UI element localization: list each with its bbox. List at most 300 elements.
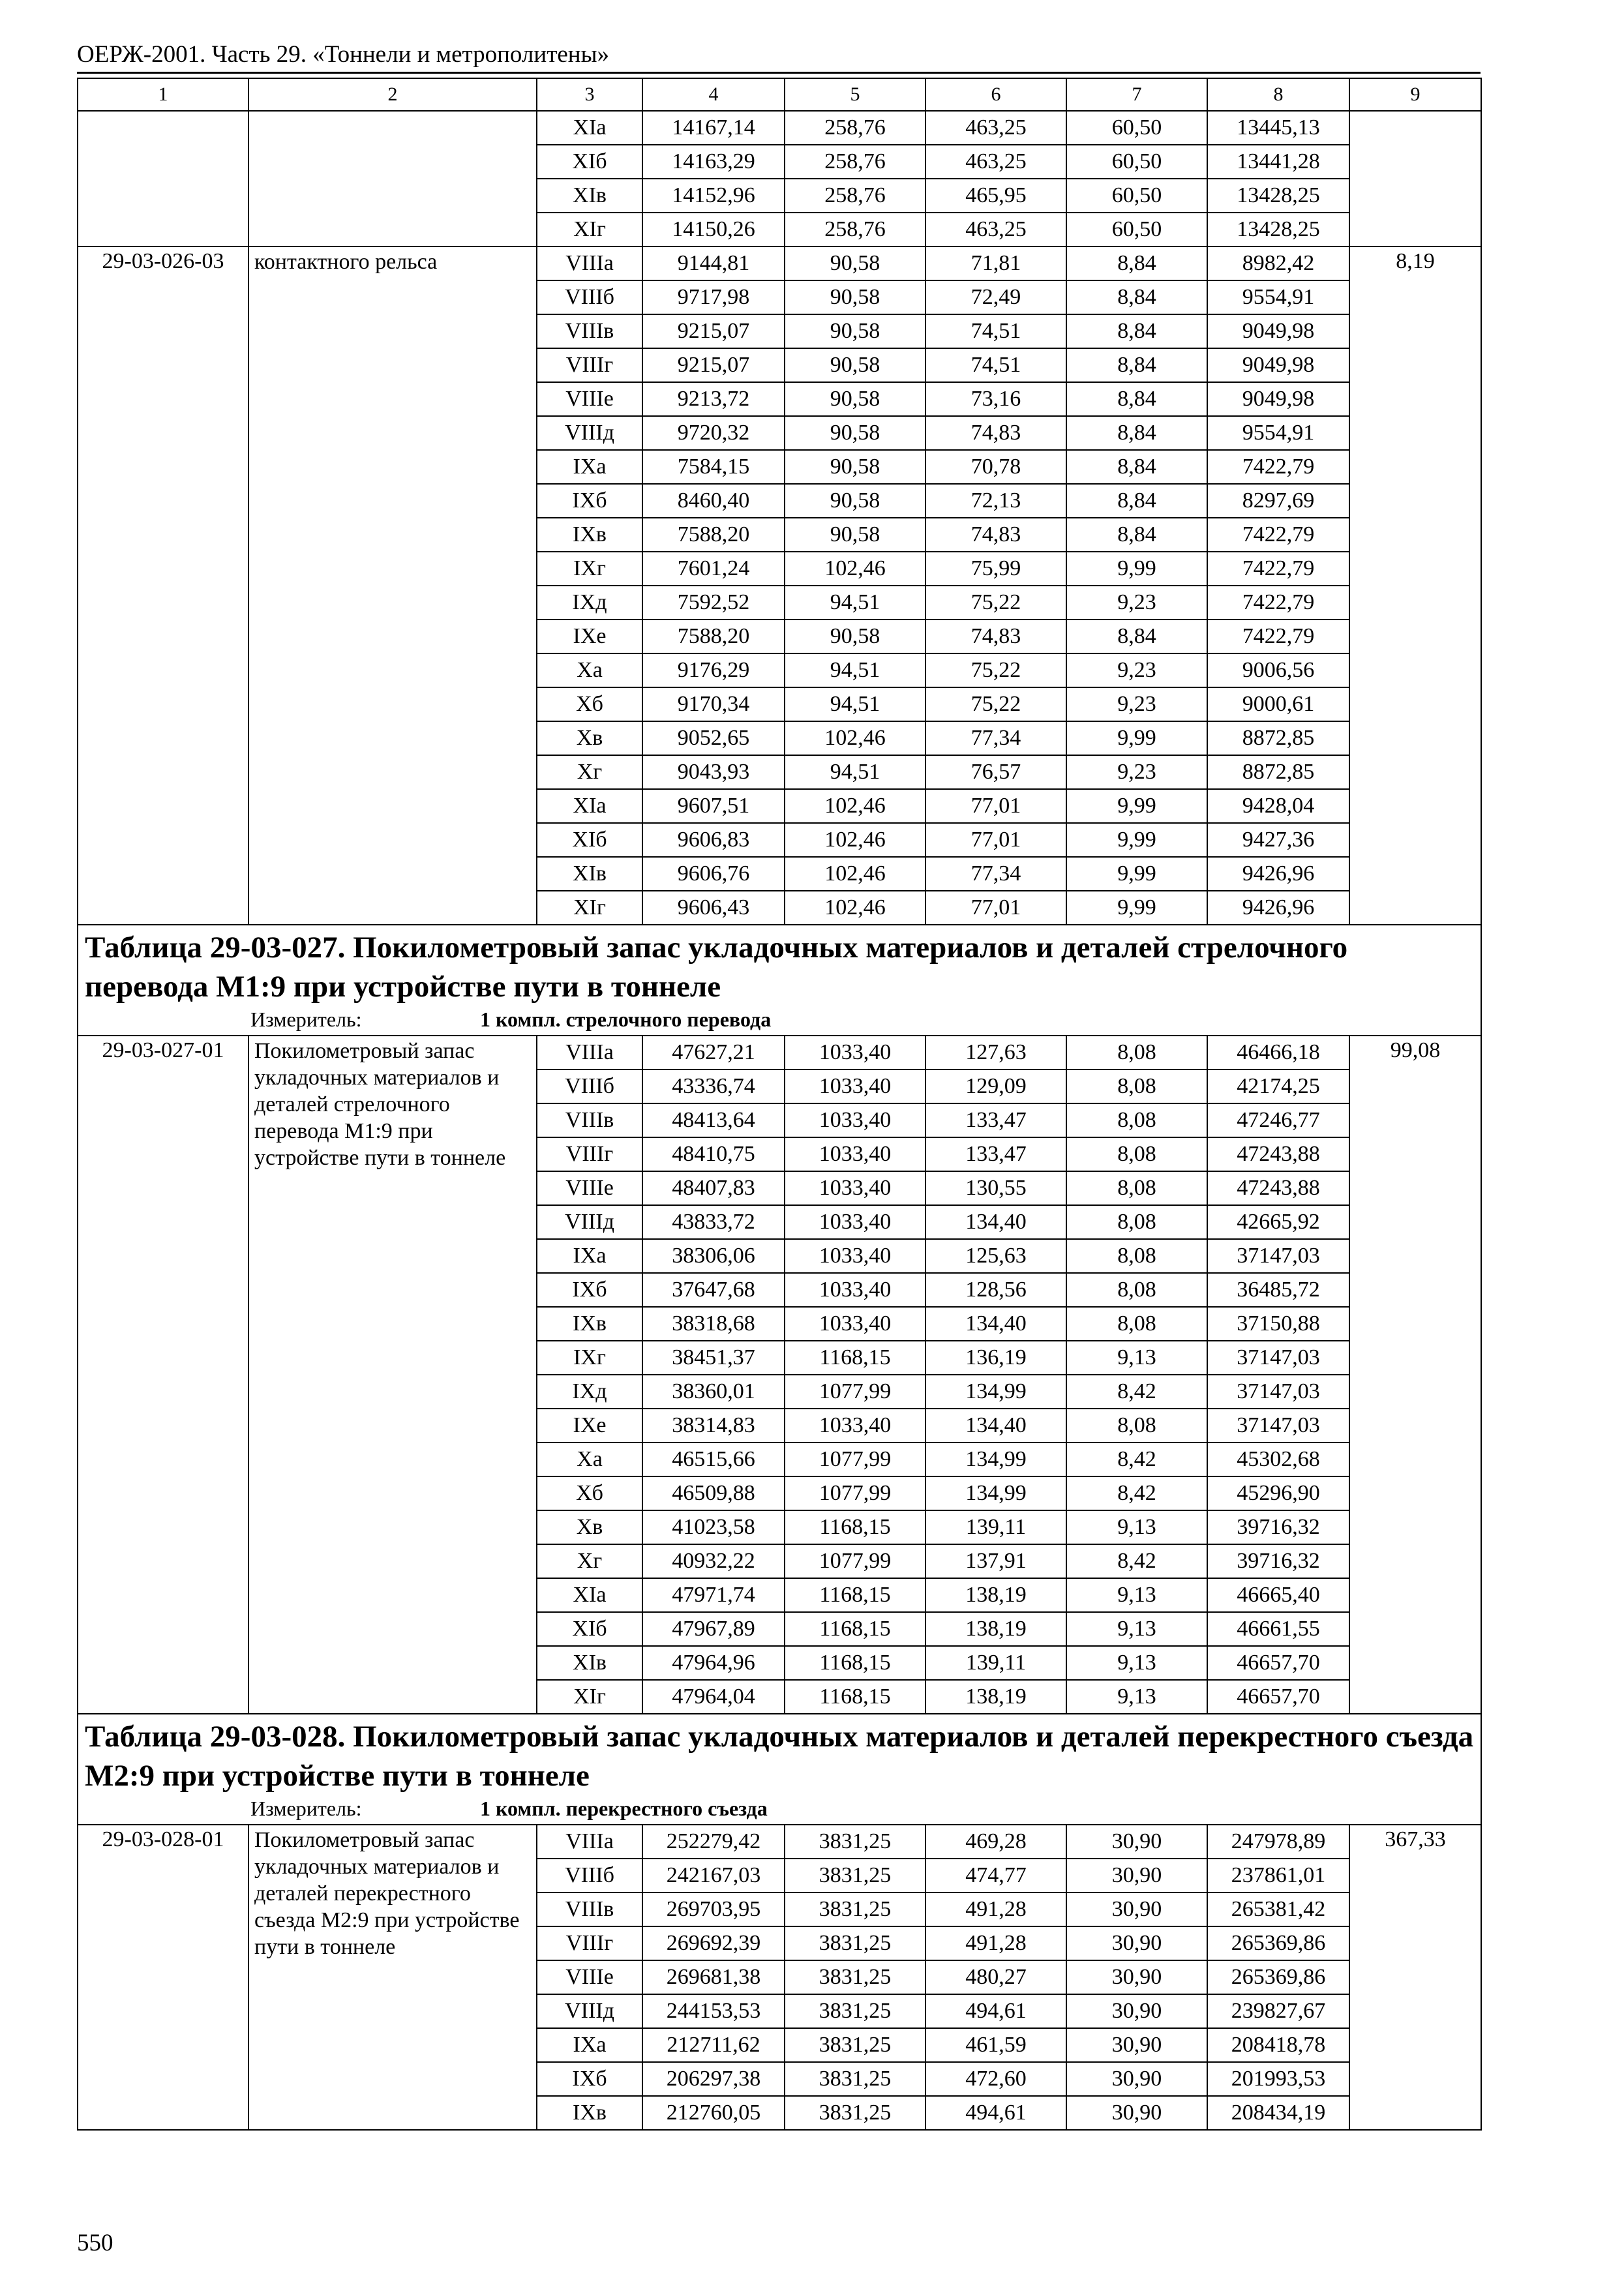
value-cell: 72,13 (925, 484, 1066, 518)
value-cell: 8872,85 (1207, 721, 1349, 755)
zone-cell: IXб (537, 484, 642, 518)
value-cell: 7592,52 (642, 586, 785, 620)
value-cell: 9,13 (1066, 1578, 1207, 1612)
zone-cell: Xб (537, 1476, 642, 1510)
value-cell: 47246,77 (1207, 1103, 1349, 1137)
value-cell: 3831,25 (785, 1994, 925, 2028)
table-row (78, 247, 1481, 280)
zone-cell: VIIIг (537, 1926, 642, 1960)
zone-cell: IXа (537, 1239, 642, 1273)
value-cell: 38360,01 (642, 1375, 785, 1409)
column-number-cell: 7 (1066, 78, 1207, 111)
value-cell: 3831,25 (785, 2096, 925, 2130)
value-cell: 9213,72 (642, 382, 785, 416)
value-cell: 8,84 (1066, 450, 1207, 484)
zone-cell: IXв (537, 1307, 642, 1341)
value-cell: 134,99 (925, 1375, 1066, 1409)
meter-value: 1 компл. перекрестного съезда (480, 1797, 768, 1820)
zone-cell: IXб (537, 2062, 642, 2096)
value-cell: 30,90 (1066, 1825, 1207, 1859)
value-cell: 258,76 (785, 145, 925, 179)
value-cell: 90,58 (785, 382, 925, 416)
value-cell: 30,90 (1066, 1859, 1207, 1893)
value-cell: 30,90 (1066, 2062, 1207, 2096)
value-cell: 30,90 (1066, 1926, 1207, 1960)
value-cell: 208418,78 (1207, 2028, 1349, 2062)
zone-cell: VIIIе (537, 1960, 642, 1994)
value-cell: 128,56 (925, 1273, 1066, 1307)
value-cell: 74,51 (925, 348, 1066, 382)
value-cell: 90,58 (785, 518, 925, 552)
value-cell: 73,16 (925, 382, 1066, 416)
value-cell: 13445,13 (1207, 111, 1349, 145)
value-cell: 9043,93 (642, 755, 785, 789)
zone-cell: Xг (537, 755, 642, 789)
value-cell: 38318,68 (642, 1307, 785, 1341)
value-cell: 42665,92 (1207, 1205, 1349, 1239)
value-cell: 9215,07 (642, 348, 785, 382)
value-cell: 76,57 (925, 755, 1066, 789)
value-cell: 9,99 (1066, 789, 1207, 823)
zone-cell: Xв (537, 1510, 642, 1544)
value-cell: 77,01 (925, 823, 1066, 857)
value-cell: 1077,99 (785, 1544, 925, 1578)
value-cell: 37147,03 (1207, 1239, 1349, 1273)
rate-code: 29-03-027-01 (78, 1036, 248, 1714)
value-cell: 491,28 (925, 1893, 1066, 1926)
value-cell: 14152,96 (642, 179, 785, 213)
value-cell: 43833,72 (642, 1205, 785, 1239)
value-cell: 494,61 (925, 1994, 1066, 2028)
value-cell: 138,19 (925, 1578, 1066, 1612)
value-cell: 265369,86 (1207, 1960, 1349, 1994)
value-cell: 38451,37 (642, 1341, 785, 1375)
value-cell: 9,23 (1066, 653, 1207, 687)
zone-cell: VIIIд (537, 1994, 642, 2028)
value-cell: 8,42 (1066, 1544, 1207, 1578)
table-section-header (78, 925, 1481, 1036)
rate-name: Покилометровый запас укладочных материалов и деталей перекрестного съезда М2:9 при устройстве пути в тоннеле (248, 1825, 537, 2130)
value-cell: 9428,04 (1207, 789, 1349, 823)
zone-cell: VIIIе (537, 1171, 642, 1205)
value-cell: 9,23 (1066, 687, 1207, 721)
value-cell: 7588,20 (642, 620, 785, 653)
value-cell: 8,84 (1066, 314, 1207, 348)
value-cell: 7422,79 (1207, 552, 1349, 586)
value-cell: 3831,25 (785, 1825, 925, 1859)
value-cell: 14150,26 (642, 213, 785, 247)
value-cell: 30,90 (1066, 1893, 1207, 1926)
value-cell: 75,22 (925, 586, 1066, 620)
value-cell: 46515,66 (642, 1443, 785, 1476)
value-cell: 47627,21 (642, 1036, 785, 1070)
value-cell: 90,58 (785, 314, 925, 348)
value-cell: 90,58 (785, 247, 925, 280)
value-cell: 60,50 (1066, 213, 1207, 247)
value-cell: 8982,42 (1207, 247, 1349, 280)
value-cell: 9052,65 (642, 721, 785, 755)
value-cell: 13428,25 (1207, 179, 1349, 213)
zone-cell: VIIIб (537, 1070, 642, 1103)
value-cell: 39716,32 (1207, 1544, 1349, 1578)
value-cell: 7422,79 (1207, 620, 1349, 653)
rates-table (77, 78, 1482, 2131)
value-cell: 134,40 (925, 1205, 1066, 1239)
value-cell: 7601,24 (642, 552, 785, 586)
value-cell: 8,08 (1066, 1239, 1207, 1273)
value-cell: 8,08 (1066, 1137, 1207, 1171)
column-number-row (78, 78, 1481, 111)
value-cell: 9049,98 (1207, 348, 1349, 382)
section-title: Таблица 29-03-028. Покилометровый запас укладочных материалов и деталей перекрестного съезда М2:9 при устройстве пути в тоннеле (85, 1720, 1474, 1793)
value-cell: 46665,40 (1207, 1578, 1349, 1612)
rate-code: 29-03-026-03 (78, 247, 248, 925)
value-cell: 212711,62 (642, 2028, 785, 2062)
value-cell: 129,09 (925, 1070, 1066, 1103)
rate-name (248, 111, 537, 247)
value-cell: 9,99 (1066, 857, 1207, 891)
value-cell: 47243,88 (1207, 1171, 1349, 1205)
column-number-cell: 8 (1207, 78, 1349, 111)
rate-name: Покилометровый запас укладочных материалов и деталей стрелочного перевода М1:9 при устройстве пути в тоннеле (248, 1036, 537, 1714)
value-cell: 36485,72 (1207, 1273, 1349, 1307)
value-cell: 9049,98 (1207, 314, 1349, 348)
value-cell: 9,23 (1066, 755, 1207, 789)
value-cell: 8,84 (1066, 518, 1207, 552)
value-cell: 77,01 (925, 891, 1066, 925)
column-number-cell: 2 (248, 78, 537, 111)
zone-cell: VIIIа (537, 247, 642, 280)
value-cell: 45296,90 (1207, 1476, 1349, 1510)
value-cell: 46661,55 (1207, 1612, 1349, 1646)
value-cell: 102,46 (785, 891, 925, 925)
value-cell: 201993,53 (1207, 2062, 1349, 2096)
value-cell: 8,08 (1066, 1307, 1207, 1341)
value-cell: 252279,42 (642, 1825, 785, 1859)
value-cell: 90,58 (785, 450, 925, 484)
total-value: 99,08 (1349, 1036, 1481, 1714)
value-cell: 38306,06 (642, 1239, 785, 1273)
value-cell: 8,84 (1066, 416, 1207, 450)
value-cell: 206297,38 (642, 2062, 785, 2096)
value-cell: 244153,53 (642, 1994, 785, 2028)
table-row (78, 1825, 1481, 1859)
zone-cell: VIIIг (537, 1137, 642, 1171)
value-cell: 70,78 (925, 450, 1066, 484)
value-cell: 8,84 (1066, 620, 1207, 653)
value-cell: 8,84 (1066, 382, 1207, 416)
column-number-cell: 1 (78, 78, 248, 111)
value-cell: 9554,91 (1207, 280, 1349, 314)
value-cell: 37147,03 (1207, 1341, 1349, 1375)
value-cell: 94,51 (785, 687, 925, 721)
zone-cell: IXе (537, 1409, 642, 1443)
value-cell: 102,46 (785, 721, 925, 755)
page-number: 550 (77, 2230, 113, 2256)
column-number-cell: 3 (537, 78, 642, 111)
value-cell: 90,58 (785, 348, 925, 382)
section-header-cell (78, 1714, 1481, 1825)
value-cell: 258,76 (785, 213, 925, 247)
zone-cell: VIIIб (537, 280, 642, 314)
value-cell: 472,60 (925, 2062, 1066, 2096)
value-cell: 134,40 (925, 1409, 1066, 1443)
value-cell: 102,46 (785, 823, 925, 857)
value-cell: 30,90 (1066, 1960, 1207, 1994)
value-cell: 1033,40 (785, 1273, 925, 1307)
value-cell: 242167,03 (642, 1859, 785, 1893)
value-cell: 41023,58 (642, 1510, 785, 1544)
value-cell: 60,50 (1066, 145, 1207, 179)
page-header-title: ОЕРЖ-2001. Часть 29. «Тоннели и метрополитены» (77, 41, 609, 68)
value-cell: 134,40 (925, 1307, 1066, 1341)
value-cell: 90,58 (785, 620, 925, 653)
section-header-cell (78, 925, 1481, 1036)
value-cell: 30,90 (1066, 2096, 1207, 2130)
value-cell: 37150,88 (1207, 1307, 1349, 1341)
value-cell: 1033,40 (785, 1137, 925, 1171)
value-cell: 208434,19 (1207, 2096, 1349, 2130)
value-cell: 1077,99 (785, 1476, 925, 1510)
zone-cell: XIа (537, 789, 642, 823)
zone-cell: VIIIв (537, 1893, 642, 1926)
value-cell: 9,13 (1066, 1680, 1207, 1714)
value-cell: 1168,15 (785, 1646, 925, 1680)
zone-cell: XIв (537, 857, 642, 891)
zone-cell: XIв (537, 1646, 642, 1680)
value-cell: 90,58 (785, 484, 925, 518)
rate-code: 29-03-028-01 (78, 1825, 248, 2130)
value-cell: 48407,83 (642, 1171, 785, 1205)
value-cell: 43336,74 (642, 1070, 785, 1103)
table-row (78, 111, 1481, 145)
value-cell: 75,99 (925, 552, 1066, 586)
value-cell: 102,46 (785, 789, 925, 823)
value-cell: 1033,40 (785, 1307, 925, 1341)
value-cell: 138,19 (925, 1680, 1066, 1714)
value-cell: 72,49 (925, 280, 1066, 314)
value-cell: 3831,25 (785, 1960, 925, 1994)
table-row (78, 1036, 1481, 1070)
value-cell: 47964,04 (642, 1680, 785, 1714)
value-cell: 212760,05 (642, 2096, 785, 2130)
value-cell: 269681,38 (642, 1960, 785, 1994)
value-cell: 9170,34 (642, 687, 785, 721)
value-cell: 94,51 (785, 653, 925, 687)
value-cell: 7422,79 (1207, 450, 1349, 484)
value-cell: 8,08 (1066, 1409, 1207, 1443)
value-cell: 47971,74 (642, 1578, 785, 1612)
value-cell: 30,90 (1066, 2028, 1207, 2062)
value-cell: 9717,98 (642, 280, 785, 314)
value-cell: 469,28 (925, 1825, 1066, 1859)
value-cell: 47243,88 (1207, 1137, 1349, 1171)
column-number-cell: 9 (1349, 78, 1481, 111)
zone-cell: IXд (537, 586, 642, 620)
value-cell: 9426,96 (1207, 857, 1349, 891)
value-cell: 74,83 (925, 620, 1066, 653)
value-cell: 8,84 (1066, 247, 1207, 280)
zone-cell: VIIIд (537, 1205, 642, 1239)
value-cell: 1168,15 (785, 1680, 925, 1714)
value-cell: 48410,75 (642, 1137, 785, 1171)
value-cell: 237861,01 (1207, 1859, 1349, 1893)
zone-cell: IXа (537, 2028, 642, 2062)
value-cell: 30,90 (1066, 1994, 1207, 2028)
value-cell: 1033,40 (785, 1409, 925, 1443)
value-cell: 9006,56 (1207, 653, 1349, 687)
value-cell: 13441,28 (1207, 145, 1349, 179)
value-cell: 139,11 (925, 1510, 1066, 1544)
value-cell: 7588,20 (642, 518, 785, 552)
value-cell: 9554,91 (1207, 416, 1349, 450)
value-cell: 9,13 (1066, 1510, 1207, 1544)
value-cell: 134,99 (925, 1443, 1066, 1476)
value-cell: 46509,88 (642, 1476, 785, 1510)
zone-cell: Xб (537, 687, 642, 721)
value-cell: 40932,22 (642, 1544, 785, 1578)
value-cell: 90,58 (785, 280, 925, 314)
value-cell: 3831,25 (785, 1893, 925, 1926)
zone-cell: IXд (537, 1375, 642, 1409)
value-cell: 1033,40 (785, 1171, 925, 1205)
value-cell: 137,91 (925, 1544, 1066, 1578)
value-cell: 8,42 (1066, 1375, 1207, 1409)
value-cell: 1077,99 (785, 1375, 925, 1409)
value-cell: 94,51 (785, 586, 925, 620)
rate-code (78, 111, 248, 247)
zone-cell: XIб (537, 823, 642, 857)
value-cell: 75,22 (925, 687, 1066, 721)
value-cell: 14167,14 (642, 111, 785, 145)
value-cell: 77,34 (925, 721, 1066, 755)
value-cell: 71,81 (925, 247, 1066, 280)
value-cell: 258,76 (785, 111, 925, 145)
zone-cell: VIIIб (537, 1859, 642, 1893)
value-cell: 9606,76 (642, 857, 785, 891)
header-rule (77, 72, 1481, 74)
value-cell: 8,08 (1066, 1036, 1207, 1070)
value-cell: 258,76 (785, 179, 925, 213)
value-cell: 46466,18 (1207, 1036, 1349, 1070)
zone-cell: IXв (537, 2096, 642, 2130)
value-cell: 7422,79 (1207, 518, 1349, 552)
zone-cell: XIа (537, 111, 642, 145)
value-cell: 1168,15 (785, 1612, 925, 1646)
zone-cell: IXг (537, 552, 642, 586)
zone-cell: Xа (537, 1443, 642, 1476)
value-cell: 37647,68 (642, 1273, 785, 1307)
value-cell: 8,42 (1066, 1476, 1207, 1510)
value-cell: 9,99 (1066, 552, 1207, 586)
value-cell: 8872,85 (1207, 755, 1349, 789)
zone-cell: VIIIг (537, 348, 642, 382)
value-cell: 9426,96 (1207, 891, 1349, 925)
meter-line (85, 1006, 1474, 1032)
zone-cell: IXа (537, 450, 642, 484)
value-cell: 9,13 (1066, 1646, 1207, 1680)
column-number-cell: 6 (925, 78, 1066, 111)
value-cell: 463,25 (925, 145, 1066, 179)
value-cell: 1168,15 (785, 1578, 925, 1612)
value-cell: 47964,96 (642, 1646, 785, 1680)
value-cell: 9,23 (1066, 586, 1207, 620)
value-cell: 8,84 (1066, 484, 1207, 518)
value-cell: 9720,32 (642, 416, 785, 450)
value-cell: 1033,40 (785, 1103, 925, 1137)
value-cell: 77,01 (925, 789, 1066, 823)
value-cell: 8,08 (1066, 1205, 1207, 1239)
value-cell: 3831,25 (785, 2062, 925, 2096)
value-cell: 1033,40 (785, 1205, 925, 1239)
value-cell: 9,99 (1066, 823, 1207, 857)
value-cell: 1033,40 (785, 1070, 925, 1103)
value-cell: 37147,03 (1207, 1375, 1349, 1409)
total-value: 8,19 (1349, 247, 1481, 925)
value-cell: 74,83 (925, 416, 1066, 450)
zone-cell: XIг (537, 891, 642, 925)
value-cell: 7584,15 (642, 450, 785, 484)
value-cell: 480,27 (925, 1960, 1066, 1994)
value-cell: 38314,83 (642, 1409, 785, 1443)
value-cell: 269692,39 (642, 1926, 785, 1960)
meter-label: Измеритель: (250, 1797, 362, 1820)
value-cell: 8,08 (1066, 1103, 1207, 1137)
value-cell: 239827,67 (1207, 1994, 1349, 2028)
value-cell: 463,25 (925, 111, 1066, 145)
value-cell: 74,51 (925, 314, 1066, 348)
section-title: Таблица 29-03-027. Покилометровый запас укладочных материалов и деталей стрелочного перевода М1:9 при устройстве пути в тоннеле (85, 931, 1348, 1004)
value-cell: 8,08 (1066, 1171, 1207, 1205)
zone-cell: XIг (537, 1680, 642, 1714)
value-cell: 465,95 (925, 179, 1066, 213)
zone-cell: XIб (537, 145, 642, 179)
value-cell: 3831,25 (785, 1926, 925, 1960)
value-cell: 9606,43 (642, 891, 785, 925)
value-cell: 1033,40 (785, 1036, 925, 1070)
value-cell: 9,99 (1066, 891, 1207, 925)
value-cell: 133,47 (925, 1103, 1066, 1137)
zone-cell: VIIIв (537, 1103, 642, 1137)
zone-cell: Xв (537, 721, 642, 755)
zone-cell: VIIIа (537, 1036, 642, 1070)
value-cell: 463,25 (925, 213, 1066, 247)
column-number-cell: 5 (785, 78, 925, 111)
zone-cell: Xа (537, 653, 642, 687)
value-cell: 134,99 (925, 1476, 1066, 1510)
value-cell: 1077,99 (785, 1443, 925, 1476)
value-cell: 48413,64 (642, 1103, 785, 1137)
value-cell: 60,50 (1066, 179, 1207, 213)
value-cell: 494,61 (925, 2096, 1066, 2130)
value-cell: 9606,83 (642, 823, 785, 857)
zone-cell: XIв (537, 179, 642, 213)
value-cell: 247978,89 (1207, 1825, 1349, 1859)
value-cell: 136,19 (925, 1341, 1066, 1375)
value-cell: 39716,32 (1207, 1510, 1349, 1544)
value-cell: 130,55 (925, 1171, 1066, 1205)
value-cell: 9176,29 (642, 653, 785, 687)
zone-cell: VIIIе (537, 382, 642, 416)
zone-cell: IXг (537, 1341, 642, 1375)
zone-cell: IXв (537, 518, 642, 552)
value-cell: 125,63 (925, 1239, 1066, 1273)
value-cell: 3831,25 (785, 1859, 925, 1893)
value-cell: 139,11 (925, 1646, 1066, 1680)
meter-label: Измеритель: (250, 1008, 362, 1031)
value-cell: 133,47 (925, 1137, 1066, 1171)
value-cell: 9000,61 (1207, 687, 1349, 721)
